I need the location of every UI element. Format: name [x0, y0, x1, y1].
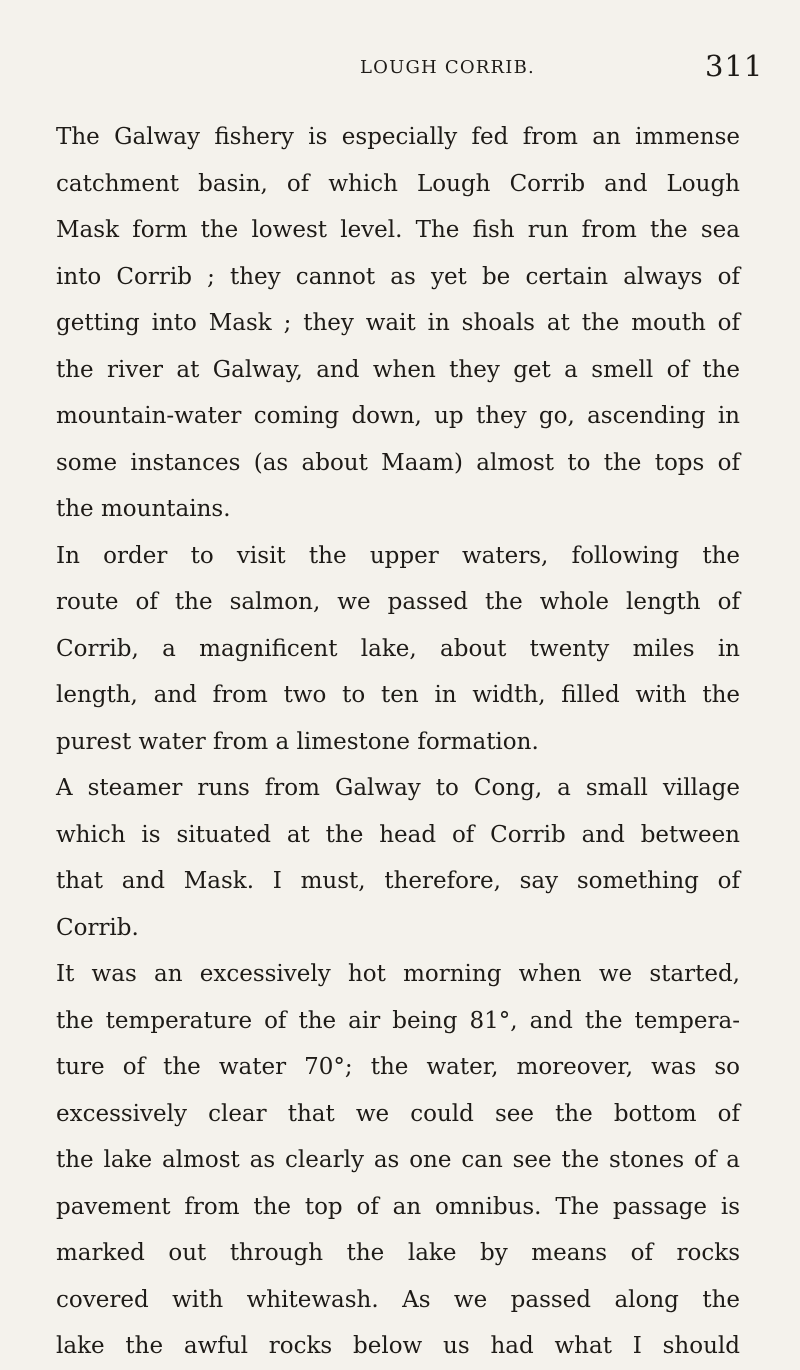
text-line: Corrib.	[56, 914, 139, 941]
text-line: purest water from a limestone formation.	[56, 728, 539, 755]
text-line: lake the awful rocks below us had what I should	[56, 1333, 740, 1359]
page-number: 311	[705, 49, 764, 83]
text-line: which is situated at the head of Corrib and between	[56, 821, 740, 848]
text-line: the temperature of the air being 81°, and the tempera-	[56, 1007, 740, 1034]
text-line: A steamer runs from Galway to Cong, a small village	[56, 775, 740, 801]
text-line: length, and from two to ten in width, filled with the	[56, 682, 740, 708]
text-line: into Corrib ; they cannot as yet be certain always of	[56, 263, 740, 290]
text-line: Mask form the lowest level. The fish run from the sea	[56, 217, 740, 243]
running-head: LOUGH CORRIB.	[360, 57, 535, 78]
text-line: ture of the water 70°; the water, moreover, was so	[56, 1054, 740, 1080]
text-line: mountain-water coming down, up they go, ascending in	[56, 403, 740, 429]
text-line: route of the salmon, we passed the whole length of	[56, 589, 740, 615]
text-line: The Galway fishery is especially fed from an immense	[56, 124, 740, 150]
text-line: Corrib, a magnificent lake, about twenty miles in	[56, 635, 740, 662]
text-line: covered with whitewash. As we passed along the	[56, 1286, 740, 1313]
text-line: pavement from the top of an omnibus. The passage is	[56, 1193, 740, 1220]
text-line: catchment basin, of which Lough Corrib and Lough	[56, 170, 740, 197]
text-line: excessively clear that we could see the bottom of	[56, 1100, 740, 1127]
text-line: It was an excessively hot morning when we started,	[56, 961, 740, 987]
text-line: the river at Galway, and when they get a smell of the	[56, 356, 740, 383]
text-line: the lake almost as clearly as one can see the stones of a	[56, 1147, 740, 1173]
text-line: the mountains.	[56, 496, 231, 522]
text-line: getting into Mask ; they wait in shoals at the mouth of	[56, 310, 740, 336]
text-line: In order to visit the upper waters, following the	[56, 542, 740, 569]
body-text	[56, 114, 740, 1370]
text-line: marked out through the lake by means of rocks	[56, 1240, 740, 1266]
text-line: that and Mask. I must, therefore, say something of	[56, 868, 740, 894]
text-line: some instances (as about Maam) almost to the tops of	[56, 449, 740, 476]
